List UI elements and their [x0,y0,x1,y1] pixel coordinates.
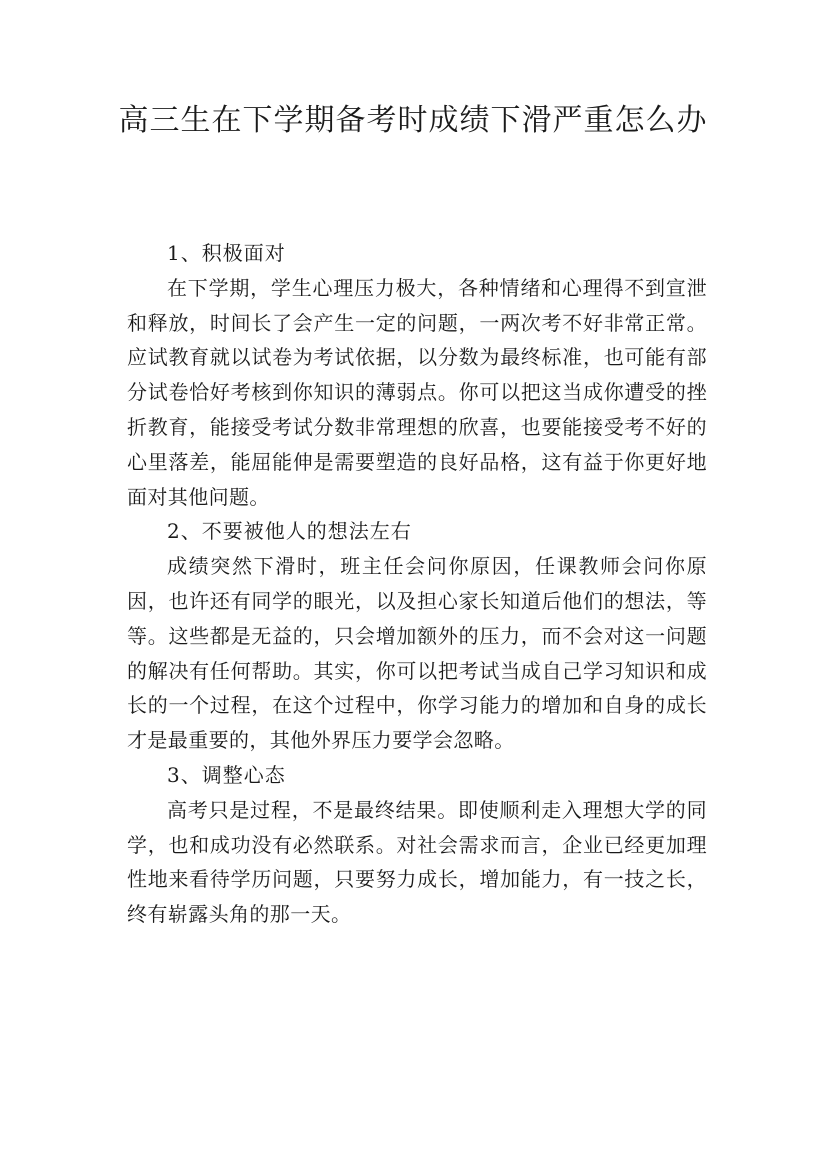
section-paragraph-2: 成绩突然下滑时，班主任会问你原因，任课教师会问你原因，也许还有同学的眼光，以及担心家长知道后他们的想法，等等。这些都是无益的，只会增加额外的压力，而不会对这一问题的解决有任何帮助。其实，你可以把考试当成自己学习知识和成长的一个过程，在这个过程中，你学习能力的增加和自身的成长才是最重要的，其他外界压力要学会忽略。 [127,554,707,753]
section-paragraph-1: 在下学期，学生心理压力极大，各种情绪和心理得不到宣泄和释放，时间长了会产生一定的问题，一两次考不好非常正常。应试教育就以试卷为考试依据，以分数为最终标准，也可能有部分试卷恰好考核到你知识的薄弱点。你可以把这当成你遭受的挫折教育，能接受考试分数非常理想的欣喜，也要能接受考不好的心里落差，能屈能伸是需要塑造的良好品格，这有益于你更好地面对其他问题。 [127,275,707,509]
section-heading-2: 2、不要被他人的想法左右 [167,519,412,544]
document-body [127,236,707,932]
document-title: 高三生在下学期备考时成绩下滑严重怎么办 [118,103,708,138]
section-paragraph-3: 高考只是过程，不是最终结果。即使顺利走入理想大学的同学，也和成功没有必然联系。对社会需求而言，企业已经更加理性地来看待学历问题，只要努力成长，增加能力，有一技之长，终有崭露头角的那一天。 [127,797,707,927]
section-heading-3: 3、调整心态 [167,762,286,787]
section-heading-1: 1、积极面对 [167,241,286,265]
